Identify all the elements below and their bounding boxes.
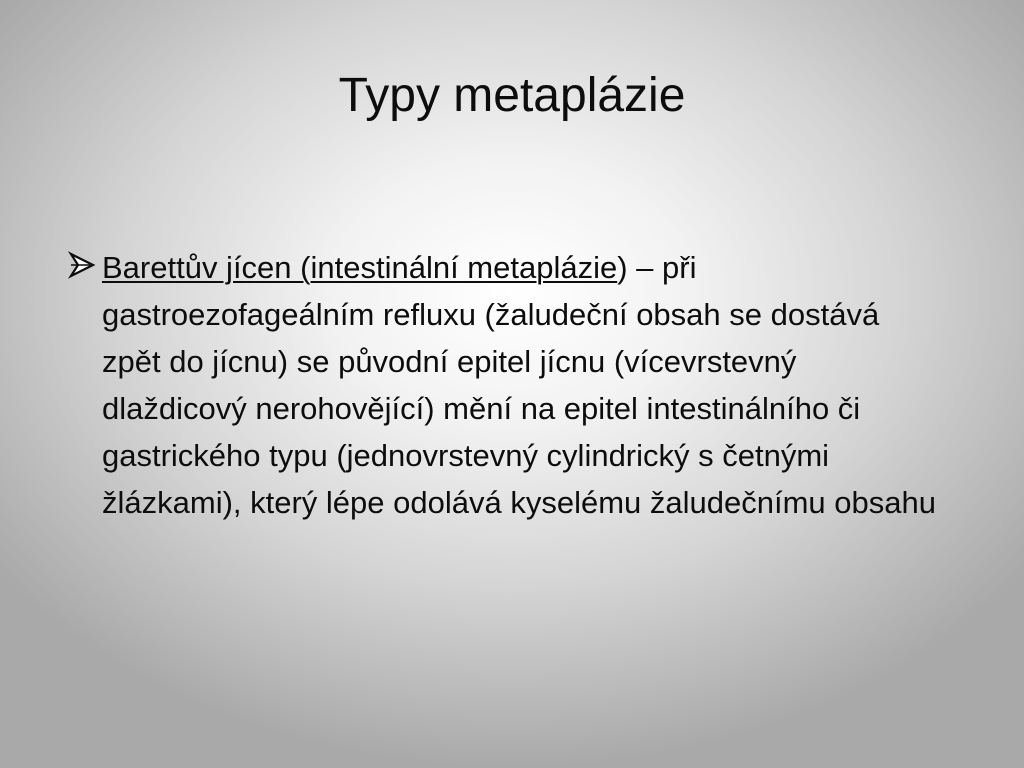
barrett-link[interactable]: Barettův jícen (intestinální metaplázie	[102, 250, 618, 285]
bullet-item	[64, 244, 944, 526]
slide-title: Typy metaplázie	[338, 69, 686, 122]
arrow-bullet-icon	[68, 251, 96, 279]
slide-content	[64, 244, 944, 526]
bullet-text	[102, 244, 944, 526]
bullet-text-rest: ) – při gastroezofageálním refluxu (žaludeční obsah se dostává zpět do jícnu) se původní epitel jícnu (vícevrstevný dlaždicový nerohovějící) mění na epitel intestinálního či gastrického typu (jednovrstevný cylindrický s četnými žlázkami), který lépe odolává kyselému žaludečnímu obsahu	[102, 250, 936, 520]
